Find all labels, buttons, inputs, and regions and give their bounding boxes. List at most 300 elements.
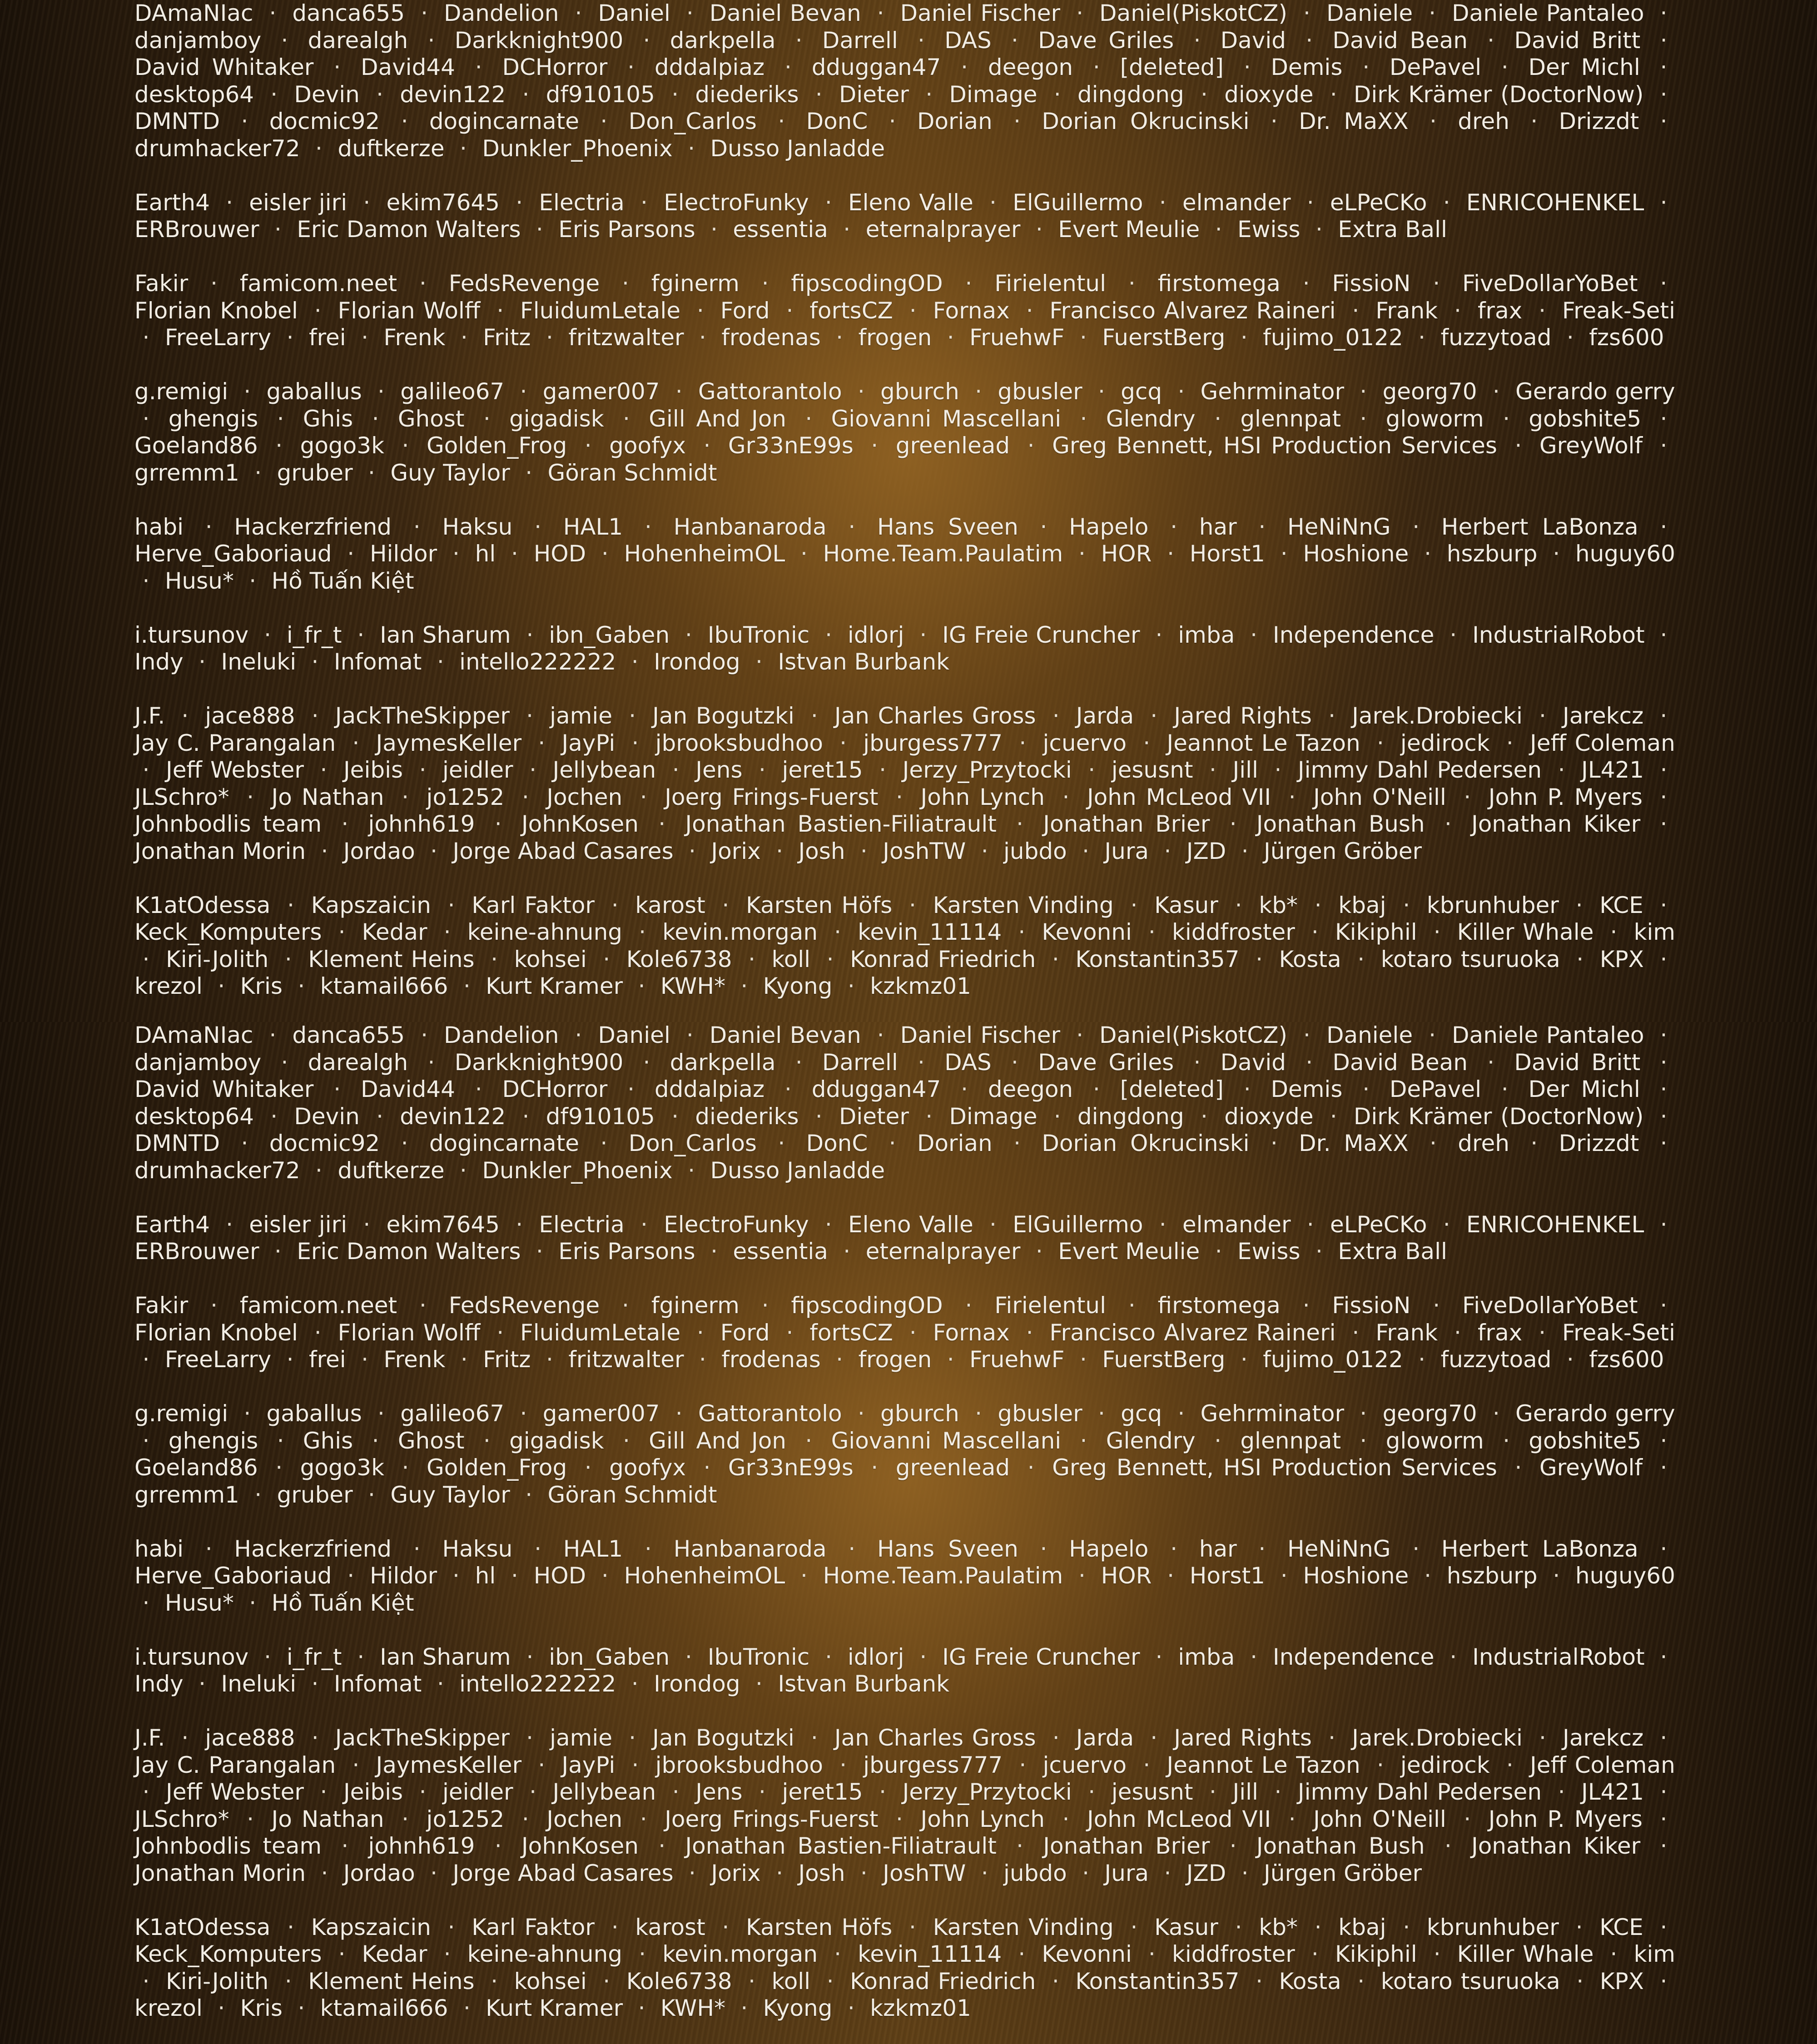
contributor-name: DMNTD — [134, 108, 220, 134]
contributor-name: huguy60 — [1575, 1563, 1675, 1589]
contributor-name: danca655 — [292, 1022, 405, 1048]
contributor-name: gcq — [1121, 1400, 1162, 1427]
contributor-name: Kosta — [1279, 1968, 1341, 1994]
contributor-name: Independence — [1272, 1643, 1435, 1670]
separator-dot: · — [1215, 216, 1222, 243]
contributor-name: fipscodingOD — [791, 1292, 943, 1319]
separator-dot: · — [1097, 378, 1105, 405]
separator-dot: · — [142, 1968, 150, 1994]
contributor-name: Frenk — [383, 324, 446, 351]
separator-dot: · — [1566, 324, 1574, 351]
contributor-name: fginerm — [651, 270, 740, 297]
contributor-name: Herve_Gaboriaud — [134, 1563, 332, 1589]
contributor-name: fritzwalter — [568, 1346, 684, 1373]
separator-dot: · — [1241, 838, 1249, 864]
separator-dot: · — [247, 1806, 254, 1832]
separator-dot: · — [275, 432, 283, 459]
separator-dot: · — [699, 324, 706, 351]
contributor-name: Firielentul — [994, 1292, 1107, 1319]
separator-dot: · — [284, 946, 292, 972]
separator-dot: · — [643, 27, 650, 54]
separator-dot: · — [675, 1400, 683, 1427]
separator-dot: · — [839, 729, 847, 756]
contributor-name: DCHorror — [502, 1076, 608, 1102]
contributor-name: imba — [1178, 1643, 1235, 1670]
contributor-name: Kole6738 — [626, 1968, 732, 1994]
separator-dot: · — [860, 1860, 868, 1886]
contributor-name: docmic92 — [269, 108, 380, 134]
contributor-name: dddalpiaz — [654, 1076, 765, 1102]
separator-dot: · — [1288, 1806, 1296, 1832]
separator-dot: · — [443, 919, 451, 945]
separator-dot: · — [437, 649, 444, 675]
separator-dot: · — [815, 81, 823, 108]
separator-dot: · — [1082, 838, 1089, 864]
contributor-name: ElectroFunky — [664, 189, 809, 216]
contributor-name: JackTheSkipper — [335, 1725, 510, 1751]
separator-dot: · — [786, 297, 794, 324]
contributor-name: Fakir — [134, 270, 189, 297]
contributor-name: Fritz — [483, 324, 531, 351]
contributor-name: jamie — [550, 1725, 612, 1751]
contributor-name: fujimo_0122 — [1263, 324, 1403, 351]
contributor-name: JLSchro* — [134, 1806, 229, 1832]
contributor-name: dioxyde — [1224, 1103, 1314, 1130]
separator-dot: · — [981, 838, 988, 864]
contributor-name: Jill — [1232, 757, 1258, 783]
separator-dot: · — [536, 216, 543, 243]
contributor-name: drumhacker72 — [134, 1157, 300, 1184]
contributor-name: Jeff Coleman — [1529, 1751, 1675, 1778]
separator-dot: · — [1229, 811, 1237, 837]
contributor-name: K1atOdessa — [134, 892, 271, 918]
separator-dot: · — [1430, 108, 1437, 134]
contributor-name: Karsten Höfs — [746, 1914, 893, 1940]
separator-dot: · — [298, 973, 305, 999]
contributor-name: Irondog — [654, 649, 740, 675]
separator-dot: · — [627, 1076, 635, 1102]
contributor-name: gamer007 — [542, 378, 660, 405]
separator-dot: · — [377, 1400, 385, 1427]
separator-dot: · — [1357, 946, 1365, 972]
contributor-name: Hanbanaroda — [673, 1535, 827, 1562]
contributor-name: Jarekcz — [1562, 1725, 1644, 1751]
contributor-name: FissioN — [1332, 1292, 1411, 1319]
separator-dot: · — [1558, 757, 1565, 783]
contributor-name: FissioN — [1332, 270, 1411, 297]
contributor-name: jedirock — [1400, 1751, 1490, 1778]
contributor-name: JoshTW — [883, 838, 966, 864]
contributor-name: Ewiss — [1237, 216, 1301, 243]
separator-dot: · — [1660, 1806, 1668, 1832]
separator-dot: · — [1078, 1563, 1086, 1589]
separator-dot: · — [1164, 838, 1172, 864]
separator-dot: · — [1011, 1049, 1018, 1076]
separator-dot: · — [1424, 541, 1431, 567]
contributor-name: fginerm — [651, 1292, 740, 1319]
contributor-name: devin122 — [400, 1103, 506, 1130]
separator-dot: · — [1362, 54, 1370, 80]
separator-dot: · — [1311, 1941, 1319, 1967]
separator-dot: · — [496, 1319, 504, 1346]
separator-dot: · — [1143, 729, 1151, 756]
separator-dot: · — [277, 405, 284, 432]
contributor-name: Jorix — [711, 838, 761, 864]
contributor-name: Gerardo gerry — [1515, 1400, 1675, 1427]
separator-dot: · — [1553, 1563, 1560, 1589]
credits-scroll-area[interactable] — [134, 0, 1675, 1022]
contributor-name: Daniel Bevan — [709, 0, 861, 26]
contributor-name: Jared Rights — [1174, 1725, 1312, 1751]
contributor-name: Dorian — [917, 1130, 993, 1156]
separator-dot: · — [311, 703, 319, 729]
contributor-name: Ford — [720, 1319, 770, 1346]
contributor-name: darkpella — [670, 1049, 776, 1076]
contributor-name: Karsten Vinding — [933, 892, 1114, 918]
contributor-name: fortsCZ — [809, 297, 893, 324]
separator-dot: · — [402, 784, 409, 810]
contributor-name: Dandelion — [444, 0, 559, 26]
separator-dot: · — [218, 1995, 225, 2021]
contributor-name: Freak-Seti — [1562, 1319, 1675, 1346]
separator-dot: · — [264, 621, 272, 648]
separator-dot: · — [247, 784, 254, 810]
contributor-name: Jarda — [1076, 703, 1134, 729]
separator-dot: · — [761, 1292, 769, 1319]
contributor-name: Fakir — [134, 1292, 189, 1319]
contributor-name: dogincarnate — [429, 1130, 579, 1156]
contributor-name: galileo67 — [400, 378, 505, 405]
credits-section-j — [134, 1725, 1675, 1887]
contributor-name: df910105 — [546, 81, 655, 108]
contributor-name: David Whitaker — [134, 54, 314, 80]
contributor-name: har — [1199, 1535, 1237, 1562]
contributor-name: Dorian — [917, 108, 993, 134]
separator-dot: · — [776, 838, 784, 864]
contributor-name: Daniel Bevan — [709, 1022, 861, 1048]
separator-dot: · — [1660, 54, 1668, 80]
contributor-name: Jürgen Gröber — [1263, 1860, 1422, 1886]
separator-dot: · — [142, 405, 150, 432]
separator-dot: · — [644, 513, 652, 540]
separator-dot: · — [1200, 81, 1208, 108]
separator-dot: · — [511, 1563, 518, 1589]
contributor-name: jeidler — [442, 757, 513, 783]
contributor-name: HeNiNnG — [1287, 513, 1391, 540]
separator-dot: · — [1660, 1103, 1668, 1130]
separator-dot: · — [1376, 1751, 1384, 1778]
contributor-name: KWH* — [660, 973, 725, 999]
contributor-name: HOR — [1101, 1563, 1152, 1589]
separator-dot: · — [1092, 1076, 1100, 1102]
contributor-name: kim — [1633, 1941, 1676, 1967]
contributor-name: Hoshione — [1303, 1563, 1409, 1589]
contributor-name: devin122 — [400, 81, 506, 108]
credits-section-h — [134, 1536, 1675, 1617]
contributor-name: HOR — [1101, 541, 1152, 567]
contributor-name: imba — [1178, 621, 1235, 648]
contributor-name: JohnKosen — [521, 1833, 639, 1859]
contributor-name: Jerzy_Przytocki — [902, 757, 1072, 783]
separator-dot: · — [689, 1860, 696, 1886]
separator-dot: · — [688, 1157, 695, 1184]
separator-dot: · — [376, 1103, 383, 1130]
contributor-name: eisler jiri — [249, 189, 348, 216]
contributor-name: JL421 — [1581, 757, 1644, 783]
separator-dot: · — [1076, 1022, 1084, 1048]
contributor-name: Dieter — [839, 1103, 909, 1130]
separator-dot: · — [1053, 81, 1061, 108]
separator-dot: · — [1052, 1968, 1059, 1994]
contributor-name: Daniele Pantaleo — [1452, 0, 1644, 26]
contributor-name: kotaro tsuruoka — [1380, 946, 1560, 972]
contributor-name: Frank — [1375, 297, 1438, 324]
contributor-name: huguy60 — [1575, 541, 1675, 567]
separator-dot: · — [491, 946, 498, 972]
contributor-name: Josh — [798, 838, 845, 864]
contributor-name: Don_Carlos — [628, 108, 757, 134]
separator-dot: · — [575, 0, 582, 26]
contributor-name: Don_Carlos — [628, 1130, 757, 1156]
contributor-name: i.tursunov — [134, 1643, 249, 1670]
contributor-name: Ghis — [303, 1427, 353, 1454]
contributor-name: g.remigi — [134, 378, 228, 405]
separator-dot: · — [142, 567, 150, 594]
contributor-name: Kedar — [362, 919, 427, 945]
contributor-name: [deleted] — [1120, 54, 1224, 80]
contributor-name: Eris Parsons — [558, 1238, 695, 1265]
separator-dot: · — [685, 621, 692, 648]
contributor-name: IG Freie Cruncher — [942, 621, 1140, 648]
separator-dot: · — [460, 324, 468, 351]
contributor-name: Extra Ball — [1338, 216, 1447, 243]
separator-dot: · — [778, 1130, 785, 1156]
separator-dot: · — [1035, 1238, 1043, 1265]
separator-dot: · — [1660, 892, 1668, 918]
contributor-name: John P. Myers — [1488, 1806, 1643, 1832]
contributor-name: fzs600 — [1589, 324, 1664, 351]
separator-dot: · — [402, 432, 409, 459]
contributor-name: HeNiNnG — [1287, 1535, 1391, 1562]
contributor-name: Jochen — [546, 784, 623, 810]
contributor-name: eternalprayer — [865, 216, 1021, 243]
contributor-name: David Bean — [1332, 27, 1468, 54]
separator-dot: · — [643, 1049, 650, 1076]
separator-dot: · — [1150, 703, 1158, 729]
contributor-name: John O'Neill — [1313, 1806, 1446, 1832]
separator-dot: · — [1660, 1914, 1668, 1940]
contributor-name: HAL1 — [563, 1535, 623, 1562]
contributor-name: Golden_Frog — [426, 1454, 567, 1481]
contributor-name: Daniele — [1326, 0, 1413, 26]
contributor-name: dingdong — [1077, 81, 1184, 108]
separator-dot: · — [1052, 703, 1060, 729]
contributor-name: jeidler — [442, 1779, 513, 1805]
separator-dot: · — [1503, 1427, 1510, 1454]
separator-dot: · — [1429, 1022, 1436, 1048]
contributor-name: elmander — [1182, 189, 1291, 216]
contributor-name: karost — [635, 1914, 705, 1940]
contributor-name: jamie — [550, 703, 612, 729]
separator-dot: · — [722, 892, 730, 918]
separator-dot: · — [1235, 1914, 1242, 1940]
separator-dot: · — [1514, 1454, 1522, 1481]
separator-dot: · — [419, 757, 427, 783]
contributor-name: deegon — [988, 54, 1073, 80]
contributor-name: Jill — [1232, 1779, 1258, 1805]
separator-dot: · — [975, 1400, 982, 1427]
contributor-name: Kurt Kramer — [486, 973, 623, 999]
contributor-name: frodenas — [721, 324, 821, 351]
separator-dot: · — [274, 1238, 282, 1265]
contributor-name: Jorge Abad Casares — [452, 1860, 674, 1886]
separator-dot: · — [1660, 513, 1668, 540]
contributor-name: jburgess777 — [863, 729, 1003, 756]
separator-dot: · — [795, 27, 803, 54]
separator-dot: · — [671, 1103, 679, 1130]
separator-dot: · — [1128, 270, 1136, 297]
contributor-name: Jeannot Le Tazon — [1167, 729, 1360, 756]
separator-dot: · — [1280, 1563, 1288, 1589]
contributor-name: fortsCZ — [809, 1319, 893, 1346]
separator-dot: · — [740, 1995, 748, 2021]
contributor-name: hl — [475, 1563, 496, 1589]
separator-dot: · — [494, 1833, 502, 1859]
separator-dot: · — [1660, 757, 1668, 783]
separator-dot: · — [1418, 324, 1426, 351]
contributor-name: Jonathan Bastien-Filiatrault — [685, 811, 997, 837]
separator-dot: · — [475, 54, 482, 80]
separator-dot: · — [1660, 81, 1668, 108]
contributor-name: fritzwalter — [568, 324, 684, 351]
separator-dot: · — [836, 1346, 844, 1373]
separator-dot: · — [402, 1806, 409, 1832]
contributor-name: Jorix — [711, 1860, 761, 1886]
separator-dot: · — [377, 378, 385, 405]
separator-dot: · — [1092, 54, 1100, 80]
separator-dot: · — [961, 1076, 968, 1102]
contributor-name: Dunkler_Phoenix — [482, 135, 673, 162]
contributor-name: Konstantin357 — [1075, 946, 1240, 972]
contributor-name: jesusnt — [1111, 757, 1193, 783]
contributor-name: Jonathan Morin — [134, 838, 306, 864]
contributor-name: essentia — [733, 1238, 828, 1265]
separator-dot: · — [688, 135, 695, 162]
separator-dot: · — [1159, 189, 1167, 216]
separator-dot: · — [784, 1076, 792, 1102]
contributor-name: gruber — [277, 1481, 353, 1508]
separator-dot: · — [877, 0, 884, 26]
contributor-name: Jonathan Brier — [1043, 811, 1210, 837]
separator-dot: · — [483, 405, 491, 432]
contributor-name: gruber — [277, 459, 353, 486]
separator-dot: · — [1660, 405, 1668, 432]
contributor-name: intello222222 — [459, 649, 616, 675]
separator-dot: · — [1403, 892, 1410, 918]
separator-dot: · — [529, 1779, 536, 1805]
contributor-name: Darrell — [822, 1049, 898, 1076]
contributor-name: Keck_Komputers — [134, 1941, 322, 1967]
separator-dot: · — [909, 297, 917, 324]
contributor-name: Earth4 — [134, 1211, 210, 1238]
separator-dot: · — [600, 108, 608, 134]
contributor-name: galileo67 — [400, 1400, 505, 1427]
contributor-name: Infomat — [333, 1671, 422, 1697]
credits-scroll-area[interactable] — [134, 1022, 1675, 2044]
contributor-name: georg70 — [1382, 378, 1477, 405]
separator-dot: · — [1302, 1292, 1310, 1319]
separator-dot: · — [419, 1292, 427, 1319]
separator-dot: · — [534, 513, 542, 540]
contributor-name: Jeff Webster — [165, 1779, 304, 1805]
contributor-name: Home.Team.Paulatim — [823, 1563, 1063, 1589]
contributor-name: gigadisk — [509, 405, 604, 432]
separator-dot: · — [1052, 1725, 1060, 1751]
separator-dot: · — [361, 1346, 368, 1373]
separator-dot: · — [810, 1725, 818, 1751]
separator-dot: · — [1052, 946, 1059, 972]
separator-dot: · — [1270, 1130, 1278, 1156]
contributor-name: Jellybean — [552, 1779, 656, 1805]
separator-dot: · — [640, 1211, 648, 1238]
contributor-name: Darkknight900 — [454, 1049, 624, 1076]
separator-dot: · — [226, 1211, 233, 1238]
separator-dot: · — [601, 541, 609, 567]
separator-dot: · — [1148, 1941, 1156, 1967]
separator-dot: · — [1303, 1022, 1311, 1048]
separator-dot: · — [1660, 1130, 1668, 1156]
contributor-name: gloworm — [1385, 1427, 1484, 1454]
separator-dot: · — [311, 649, 319, 675]
separator-dot: · — [1433, 270, 1440, 297]
contributor-name: GreyWolf — [1539, 1454, 1643, 1481]
contributor-name: Extra Ball — [1338, 1238, 1447, 1265]
separator-dot: · — [826, 1968, 834, 1994]
separator-dot: · — [740, 973, 748, 999]
contributor-name: gaballus — [266, 378, 362, 405]
contributor-name: John P. Myers — [1488, 784, 1643, 810]
separator-dot: · — [1243, 1076, 1251, 1102]
separator-dot: · — [352, 1751, 360, 1778]
separator-dot: · — [877, 1022, 884, 1048]
contributor-name: Jeibis — [343, 757, 403, 783]
separator-dot: · — [759, 757, 766, 783]
separator-dot: · — [352, 729, 360, 756]
contributor-name: Jay C. Parangalan — [134, 1751, 336, 1778]
separator-dot: · — [1464, 784, 1471, 810]
separator-dot: · — [1487, 1049, 1495, 1076]
separator-dot: · — [341, 1833, 349, 1859]
separator-dot: · — [696, 297, 704, 324]
separator-dot: · — [1443, 189, 1450, 216]
separator-dot: · — [748, 1968, 755, 1994]
contributor-name: jedirock — [1400, 729, 1490, 756]
contributor-name: Eris Parsons — [558, 216, 695, 243]
separator-dot: · — [210, 1292, 218, 1319]
contributor-name: David Bean — [1332, 1049, 1468, 1076]
contributor-name: ghengis — [168, 1427, 258, 1454]
contributor-name: Jo Nathan — [271, 784, 384, 810]
separator-dot: · — [277, 1427, 284, 1454]
contributor-name: jbrooksbudhoo — [655, 729, 823, 756]
separator-dot: · — [226, 189, 233, 216]
separator-dot: · — [1258, 1535, 1266, 1562]
contributor-name: John Lynch — [920, 1806, 1045, 1832]
separator-dot: · — [947, 1346, 954, 1373]
separator-dot: · — [1660, 1833, 1668, 1859]
separator-dot: · — [800, 541, 808, 567]
contributor-name: grremm1 — [134, 459, 239, 486]
